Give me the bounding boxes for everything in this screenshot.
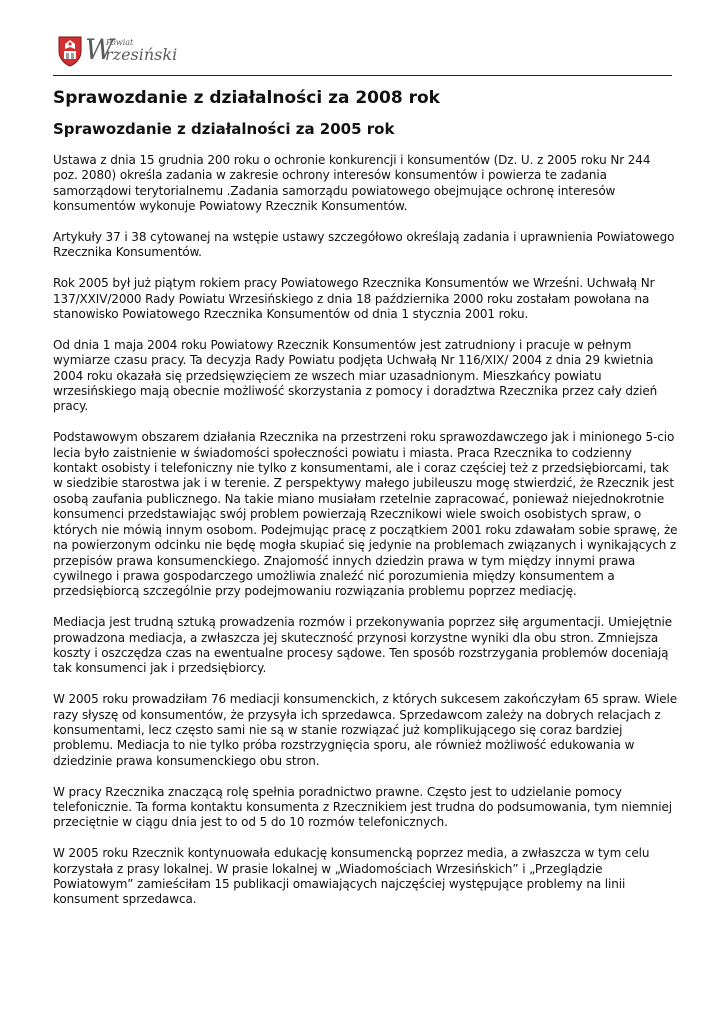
page-subtitle: Sprawozdanie z działalności za 2005 rok: [53, 120, 395, 138]
logo-wrzesinski-label: rzesiński: [105, 45, 178, 64]
coat-of-arms-icon: [57, 35, 83, 67]
paragraph: Mediacja jest trudną sztuką prowadzenia rozmów i przekonywania poprzez siłę argumentacji. Umiejętnie prowadzona mediacja, a zwłaszcza jej skuteczność przynosi korzystne wyniki dla obu stron. Zmniejsza koszty i oszczędza czas na ewentualne procesy sądowe. Ten sposób rozstrzygania problemów doceniają tak konsumenci jak i przedsiębiorcy.: [53, 615, 673, 676]
paragraph: Artykuły 37 i 38 cytowanej na wstępie ustawy szczegółowo określają zadania i uprawnienia Powiatowego Rzecznika Konsumentów.: [53, 230, 675, 260]
paragraph: Ustawa z dnia 15 grudnia 200 roku o ochronie konkurencji i konsumentów (Dz. U. z 2005 roku Nr 244 poz. 2080) określa zadania w zakresie ochrony interesów konsumentów i powierza te zadania samorządowi terytorialnemu .Zadania samorządu powiatowego obejmujące ochronę interesów konsumentów wykonuje Powiatowy Rzecznik Konsumentów.: [53, 153, 651, 214]
logo-letter-w: W: [85, 33, 114, 66]
report-body: [53, 153, 678, 923]
paragraph: W pracy Rzecznika znaczącą rolę spełnia poradnictwo prawne. Często jest to udzielanie pomocy telefonicznie. Ta forma kontaktu konsumenta z Rzecznikiem jest trudna do podsumowania, tym niemniej przeciętnie w ciągu dnia jest to od 5 do 10 rozmów telefonicznych.: [53, 784, 672, 830]
paragraph: W 2005 roku Rzecznik kontynuowała edukację konsumencką poprzez media, a zwłaszcza w tym celu korzystała z prasy lokalnej. W prasie lokalnej w „Wiadomościach Wrzesińskich” i „Przeglądzie Powiatowym” zamieściłam 15 publikacji omawiających najczęściej występujące problemy na linii konsument sprzedawca.: [53, 846, 650, 907]
paragraph: W 2005 roku prowadziłam 76 mediacji konsumenckich, z których sukcesem zakończyłam 65 spraw. Wiele razy słyszę od konsumentów, że przysyła ich sprzedawca. Sprzedawcom zależy na dobrych relacjach z konsumentami, lecz często sami nie są w stanie rozwiązać już komplikującego się coraz bardziej problemu. Mediacja to nie tylko próba rozstrzygnięcia sporu, ale również możliwość edukowania w dziedzinie prawa konsumenckiego obu stron.: [53, 692, 678, 768]
logo-wordmark: [85, 35, 181, 67]
paragraph: Rok 2005 był już piątym rokiem pracy Powiatowego Rzecznika Konsumentów we Wrześni. Uchwałą Nr 137/XXIV/2000 Rady Powiatu Wrzesińskiego z dnia 18 października 2000 roku zostałam powołana na stanowisko Powiatowego Rzecznika Konsumentów od dnia 1 stycznia 2001 roku.: [53, 276, 655, 322]
paragraph: Podstawowym obszarem działania Rzecznika na przestrzeni roku sprawozdawczego jak i minionego 5-cio lecia było zaistnienie w świadomości społeczności powiatu i miasta. Praca Rzecznika to codzienny kontakt osobisty i telefoniczny nie tylko z konsumentami, ale i coraz częściej też z przedsiębiorcami, tak w siedzibie starostwa jak i w terenie. Z perspektywy małego jubileuszu mogę stwierdzić, że Rzecznik jest osobą zaufania publicznego. Na takie miano musiałam rzetelnie zapracować, ponieważ niejednokrotnie konsumenci przedstawiając swój problem powierzają Rzecznikowi wiele swoich osobistych spraw, o których nie mówią innym osobom. Podejmując pracę z początkiem 2001 roku zdawałam sobie sprawę, że na powierzonym odcinku nie będę mogła skupiać się jedynie na problemach związanych i wynikających z przepisów prawa konsumenckiego. Znajomość innych dziedzin prawa w tym między innymi prawa cywilnego i prawa gospodarczego umożliwia znaleźć nić porozumienia między konsumentem a przedsiębiorcą szczególnie przy podejmowaniu rozwiązania problemu poprzez mediację.: [53, 430, 678, 599]
logo-powiat-label: Powiat: [106, 38, 134, 47]
paragraph: Od dnia 1 maja 2004 roku Powiatowy Rzecznik Konsumentów jest zatrudniony i pracuje w pełnym wymiarze czasu pracy. Ta decyzja Rady Powiatu podjęta Uchwałą Nr 116/XIX/ 2004 z dnia 29 kwietnia 2004 roku okazała się przedsięwzięciem ze wszech miar uzasadnionym. Mieszkańcy powiatu wrzesińskiego mają obecnie możliwość skorzystania z pomocy i doradztwa Rzecznika przez cały dzień pracy.: [53, 337, 658, 414]
page-header: [53, 33, 672, 76]
page-title: Sprawozdanie z działalności za 2008 rok: [53, 88, 440, 108]
powiat-logo[interactable]: [57, 35, 181, 67]
